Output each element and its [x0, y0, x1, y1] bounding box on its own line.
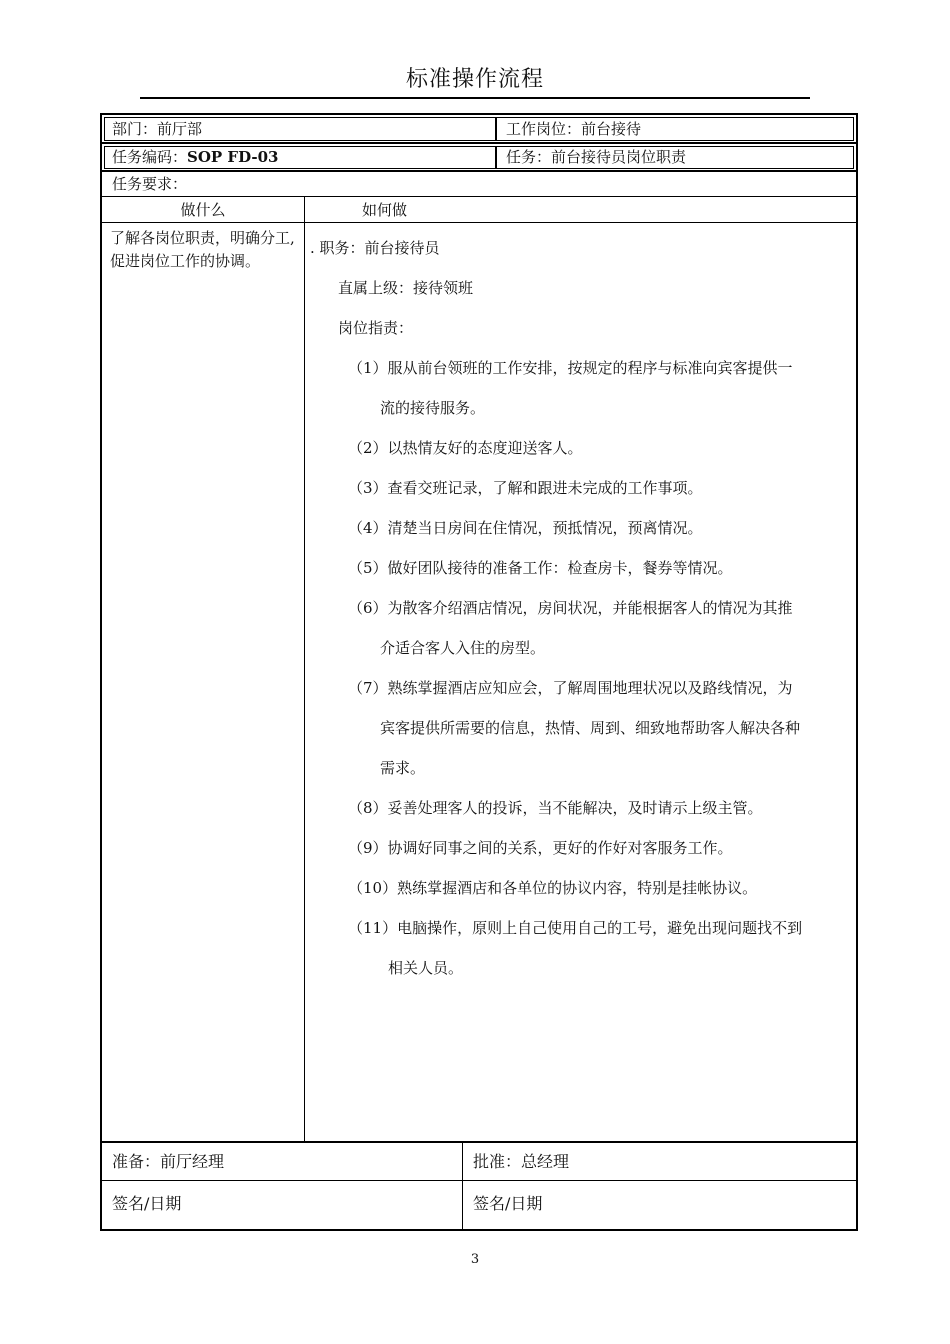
column-header-what: 做什么: [180, 201, 226, 219]
what-text: 了解各岗位职责，明确分工,促进岗位工作的协调。: [110, 229, 295, 270]
prepared-by: 准备：前厅经理: [112, 1152, 225, 1171]
row-divider: [102, 222, 856, 223]
how-line-item-5: （5）做好团队接待的准备工作：检查房卡，餐券等情况。: [348, 559, 733, 577]
how-line-item-1: （1）服从前台领班的工作安排，按规定的程序与标准向宾客提供一: [348, 359, 793, 377]
header-row-department: [102, 115, 856, 143]
task-code-field: [104, 146, 496, 171]
how-line-item-8: （8）妥善处理客人的投诉，当不能解决，及时请示上级主管。: [348, 799, 763, 817]
how-line-duty: . 职务：前台接待员: [310, 239, 440, 257]
how-line-item-3: （3）查看交班记录，了解和跟进未完成的工作事项。: [348, 479, 703, 497]
how-line-item-1-cont: 流的接待服务。: [380, 399, 486, 417]
how-line-item-7-cont: 宾客提供所需要的信息，热情、周到、细致地帮助客人解决各种: [380, 719, 801, 737]
approved-by: 批准：总经理: [473, 1152, 570, 1171]
how-line-item-7-cont2: 需求。: [380, 759, 426, 777]
row-divider: [102, 196, 856, 197]
footer-divider: [102, 1141, 856, 1143]
column-header-how: 如何做: [362, 201, 408, 219]
how-line-item-6: （6）为散客介绍酒店情况，房间状况，并能根据客人的情况为其推: [348, 599, 793, 617]
position-label: 工作岗位：前台接待: [506, 120, 642, 138]
row-divider: [102, 170, 856, 172]
task-code-value: SOP FD-03: [187, 148, 279, 166]
department-label: 部门：前厅部: [112, 120, 203, 138]
how-line-item-7: （7）熟练掌握酒店应知应会，了解周围地理状况以及路线情况，为: [348, 679, 793, 697]
requirements-label: 任务要求：: [112, 175, 188, 193]
document-title: 标准操作流程: [405, 67, 544, 92]
how-line-item-9: （9）协调好同事之间的关系，更好的作好对客服务工作。: [348, 839, 733, 857]
task-label: 任务：前台接待员岗位职责: [506, 148, 687, 166]
sop-table: [100, 113, 858, 1231]
title-underline: [140, 97, 810, 99]
how-line-item-11: （11）电脑操作，原则上自己使用自己的工号，避免出现问题找不到: [348, 919, 803, 937]
page-number: 3: [470, 1252, 480, 1267]
how-line-supervisor: 直属上级：接待领班: [338, 279, 474, 297]
how-line-responsibilities: 岗位指责：: [338, 319, 414, 337]
how-line-item-10: （10）熟练掌握酒店和各单位的协议内容，特别是挂帐协议。: [348, 879, 758, 897]
how-line-item-11-cont: 相关人员。: [388, 959, 464, 977]
column-divider: [304, 196, 305, 1142]
footer-row-divider: [102, 1180, 856, 1181]
how-line-item-4: （4）清楚当日房间在住情况，预抵情况，预离情况。: [348, 519, 703, 537]
how-line-item-6-cont: 介适合客人入住的房型。: [380, 639, 546, 657]
sign-date-right: 签名/日期: [473, 1194, 543, 1213]
sign-date-left: 签名/日期: [112, 1194, 182, 1213]
task-code-label: 任务编码：: [112, 148, 188, 166]
header-row-task: [102, 144, 856, 171]
how-line-item-2: （2）以热情友好的态度迎送客人。: [348, 439, 583, 457]
